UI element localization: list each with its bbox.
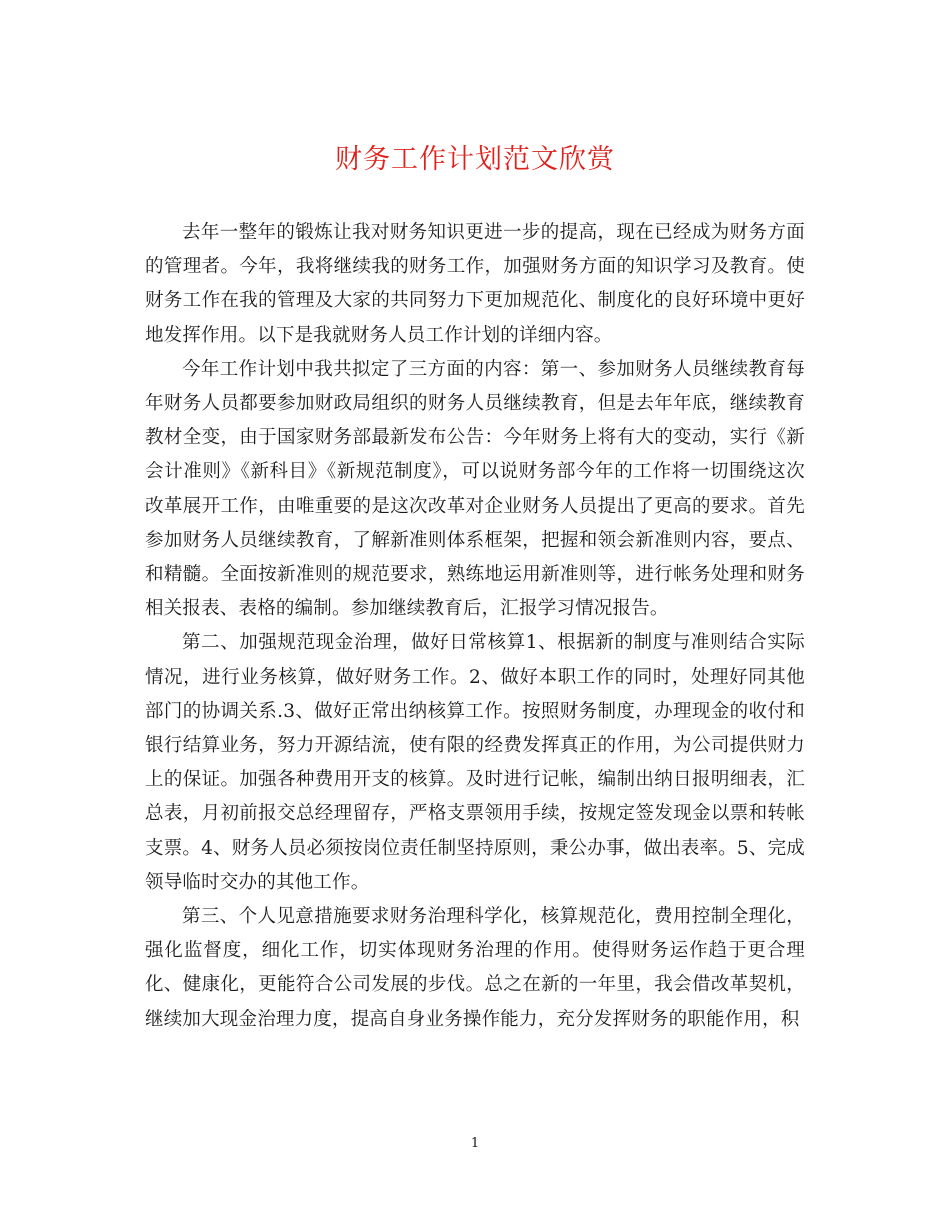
paragraph-intro: 去年一整年的锻炼让我对财务知识更进一步的提高，现在已经成为财务方面的管理者。今年，我将继续我的财务工作，加强财务方面的知识学习及教育。使财务工作在我的管理及大家的共同努力下更加规范化、制度化的良好环境中更好地发挥作用。以下是我就财务人员工作计划的详细内容。 xyxy=(145,222,805,346)
document-body xyxy=(145,216,805,1037)
paragraph-part-one: 今年工作计划中我共拟定了三方面的内容：第一、参加财务人员继续教育每年财务人员都要参加财政局组织的财务人员继续教育，但是去年年底，继续教育教材全变，由于国家财务部最新发布公告：今年财务上将有大的变动，实行《新会计准则》《新科目》《新规范制度》，可以说财务部今年的工作将一切围绕这次改革展开工作，由唯重要的是这次改革对企业财务人员提出了更高的要求。首先参加财务人员继续教育，了解新准则体系框架，把握和领会新准则内容，要点、和精髓。全面按新准则的规范要求，熟练地运用新准则等，进行帐务处理和财务相关报表、表格的编制。参加继续教育后，汇报学习情况报告。 xyxy=(145,358,805,620)
paragraph-part-three: 第三、个人见意措施要求财务治理科学化，核算规范化，费用控制全理化，强化监督度，细化工作，切实体现财务治理的作用。使得财务运作趋于更合理化、健康化，更能符合公司发展的步伐。总之在新的一年里，我会借改革契机，继续加大现金治理力度，提高自身业务操作能力，充分发挥财务的职能作用，积 xyxy=(145,906,805,1030)
page-number: 1 xyxy=(470,1136,480,1151)
paragraph-part-two: 第二、加强规范现金治理，做好日常核算1、根据新的制度与准则结合实际情况，进行业务核算，做好财务工作。2、做好本职工作的同时，处理好同其他部门的协调关系.3、做好正常出纳核算工作。按照财务制度，办理现金的收付和银行结算业务，努力开源结流，使有限的经费发挥真正的作用，为公司提供财力上的保证。加强各种费用开支的核算。及时进行记帐，编制出纳日报明细表，汇总表，月初前报交总经理留存，严格支票领用手续，按规定签发现金以票和转帐支票。4、财务人员必须按岗位责任制坚持原则，秉公办事，做出表率。5、完成领导临时交办的其他工作。 xyxy=(145,632,805,893)
document-title: 财务工作计划范文欣赏 xyxy=(335,144,615,175)
